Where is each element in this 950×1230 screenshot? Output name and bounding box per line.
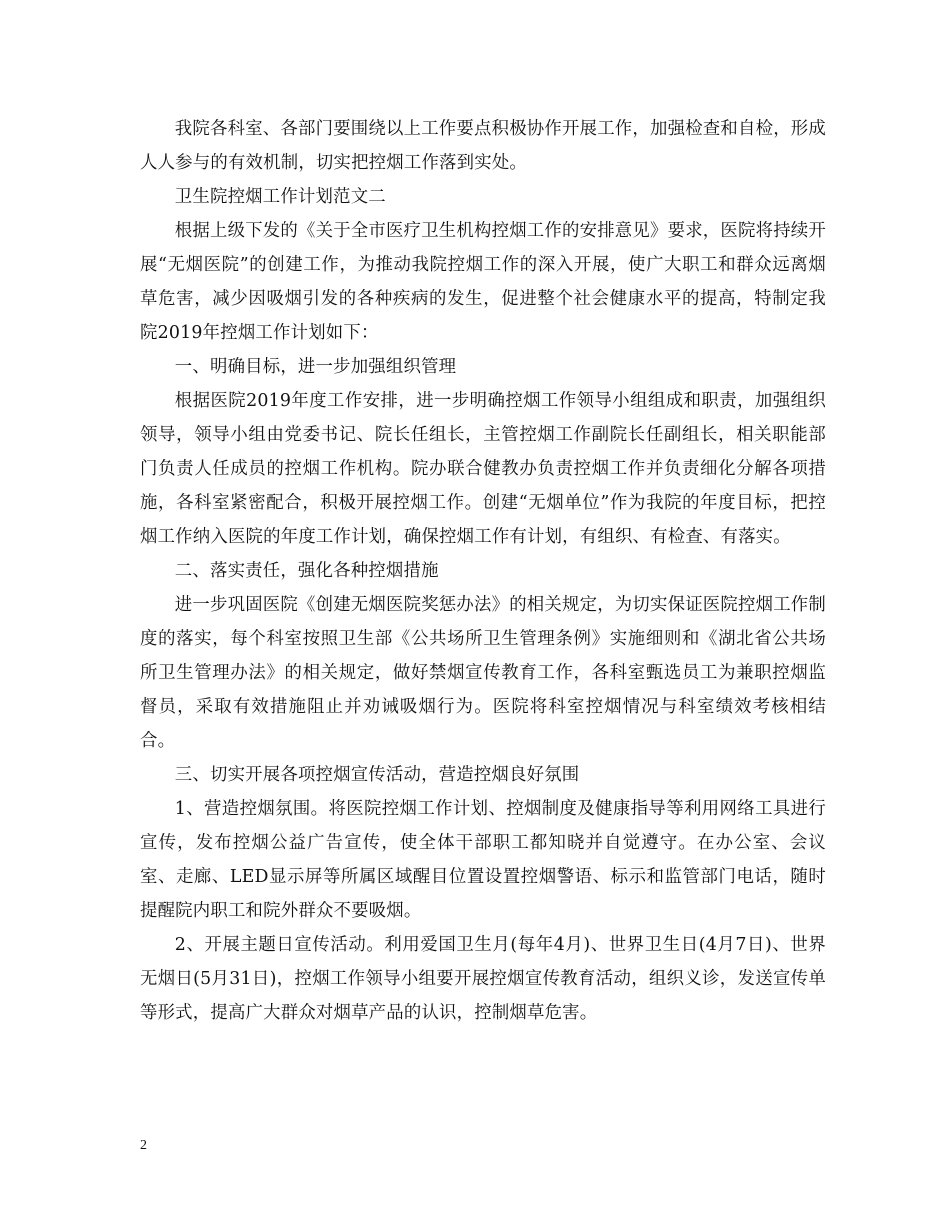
paragraph-goals: 根据医院2019年度工作安排，进一步明确控烟工作领导小组组成和职责，加强组织领导，领导小组由党委书记、院长任组长，主管控烟工作副院长任副组长，相关职能部门负责人任成员的控烟工作机构。院办联合健教办负责控烟工作并负责细化分解各项措施，各科室紧密配合，积极开展控烟工作。创建“无烟单位”作为我院的年度目标，把控烟工作纳入医院的年度工作计划，确保控烟工作有计划，有组织、有检查、有落实。: [140, 391, 826, 547]
page-number: 2: [140, 1138, 147, 1153]
paragraph-item-two: 2、开展主题日宣传活动。利用爱国卫生月(每年4月)、世界卫生日(4月7日)、世界无烟日(5月31日)，控烟工作领导小组要开展控烟宣传教育活动，组织义诊，发送宣传单等形式，提高广大群众对烟草产品的认识，控制烟草危害。: [140, 935, 826, 1023]
heading-two: 二、落实责任，强化各种控烟措施: [174, 561, 439, 581]
heading-three: 三、切实开展各项控烟宣传活动，营造控烟良好氛围: [174, 765, 580, 785]
paragraph-intro: 根据上级下发的《关于全市医疗卫生机构控烟工作的安排意见》要求，医院将持续开展“无烟医院”的创建工作，为推动我院控烟工作的深入开展，使广大职工和群众远离烟草危害，减少因吸烟引发的各种疾病的发生，促进整个社会健康水平的提高，特制定我院2019年控烟工作计划如下：: [140, 221, 826, 343]
paragraph-item-one: 1、营造控烟氛围。将医院控烟工作计划、控烟制度及健康指导等利用网络工具进行宣传，发布控烟公益广告宣传，使全体干部职工都知晓并自觉遵守。在办公室、会议室、走廊、LED显示屏等所属区域醒目位置设置控烟警语、标示和监管部门电话，随时提醒院内职工和院外群众不要吸烟。: [140, 799, 826, 921]
paragraph-responsibility: 进一步巩固医院《创建无烟医院奖惩办法》的相关规定，为切实保证医院控烟工作制度的落实，每个科室按照卫生部《公共场所卫生管理条例》实施细则和《湖北省公共场所卫生管理办法》的相关规定，做好禁烟宣传教育工作，各科室甄选员工为兼职控烟监督员，采取有效措施阻止并劝诫吸烟行为。医院将科室控烟情况与科室绩效考核相结合。: [140, 595, 826, 751]
paragraph-closing-note: 我院各科室、各部门要围绕以上工作要点积极协作开展工作，加强检查和自检，形成人人参与的有效机制，切实把控烟工作落到实处。: [140, 119, 826, 173]
section-title-sample-two: 卫生院控烟工作计划范文二: [174, 187, 386, 207]
heading-one: 一、明确目标，进一步加强组织管理: [174, 357, 457, 377]
document-body: [140, 112, 826, 1030]
